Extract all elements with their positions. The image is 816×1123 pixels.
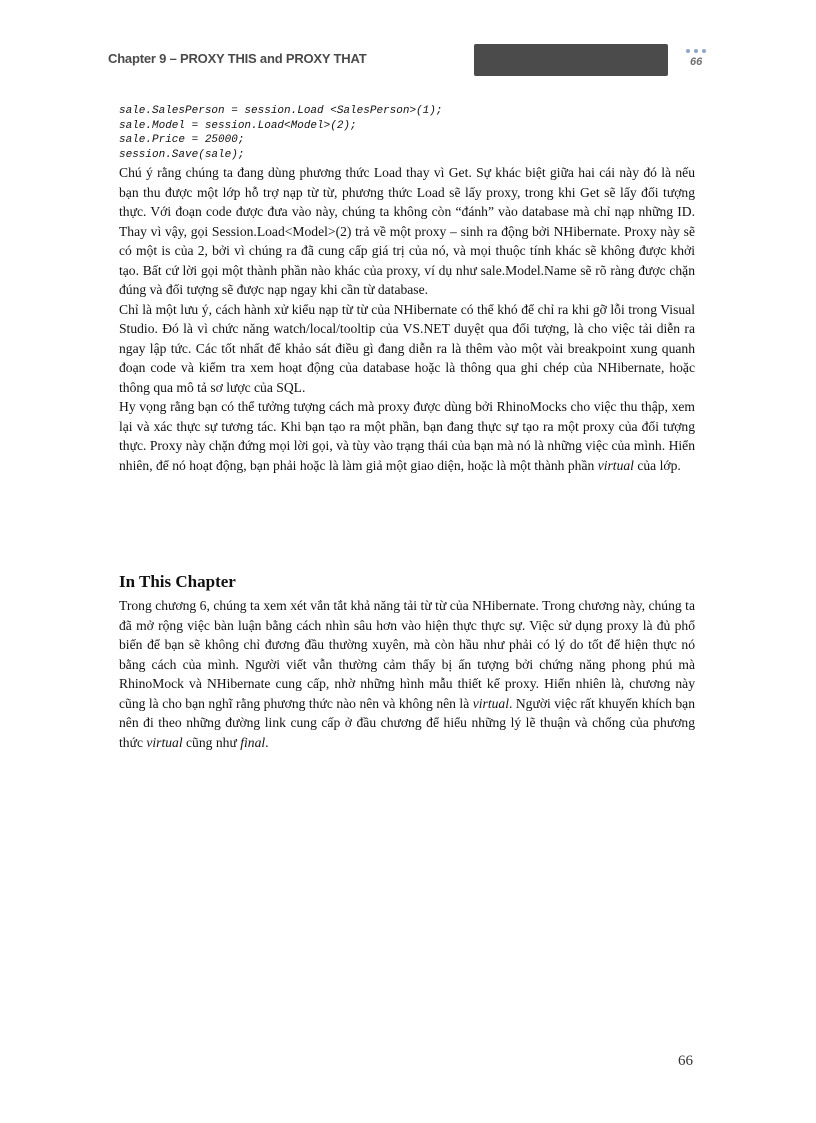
dot-icon — [694, 49, 698, 53]
emphasis: virtual — [146, 734, 183, 750]
emphasis: virtual — [597, 457, 634, 473]
chapter-title: Chapter 9 – PROXY THIS and PROXY THAT — [108, 51, 367, 66]
emphasis: virtual — [472, 695, 509, 711]
code-line: session.Save(sale); — [119, 148, 245, 161]
code-line: sale.SalesPerson = session.Load <SalesPerson>(1); — [119, 105, 443, 117]
text-span: Trong chương 6, chúng ta xem xét vắn tắt khả năng tải từ từ của NHibernate. Trong chương này, chúng ta đã mở rộng việc bàn luận bằng cách nhìn sâu hơn vào hiện thực thực sự. Việc sử dụng proxy là đủ phổ biến để bạn sẽ không chỉ đương đầu thường xuyên, mà còn hầu như phải có lý do tốt để hiện thực nó bằng cách của mình. Người viết vẫn thường cảm thấy bị ấn tượng bởi chứng năng phong phú mà RhinoMock và NHibernate cung cấp, nhờ những hình mẫu thiết kế proxy. Hiển nhiên là, chương này cũng là cho bạn nghĩ rằng phương thức nào nên và không nên là — [119, 598, 695, 711]
section-body-text — [119, 596, 695, 752]
decorative-dots-icon — [686, 49, 714, 55]
paragraph: Chỉ là một lưu ý, cách hành xử kiểu nạp từ từ của NHibernate có thể khó để chỉ ra khi gỡ lỗi trong Visual Studio. Đó là vì chức năng watch/local/tooltip của VS.NET duyệt qua đối tượng, là cho việc tải diễn ra ngay lập tức. Các tốt nhất để khảo sát điều gì đang diễn ra là thêm vào một vài breakpoint xung quanh đoạn code và kiểm tra xem hoạt động của database hoặc là thông qua ghi chép của NHibernate, hoặc thông qua mô tả sơ lược của SQL. — [119, 301, 695, 395]
paragraph — [119, 397, 695, 475]
paragraph — [119, 596, 695, 752]
dot-icon — [702, 49, 706, 53]
text-span: cũng như — [182, 734, 241, 750]
text-span: . Người việc rất khuyến khích bạn nên đi theo những đường link cung cấp ở đầu chương để hiểu những lý lẽ thuận và chống của phương thức — [119, 695, 695, 750]
dot-icon — [686, 49, 690, 53]
emphasis: final — [240, 734, 266, 750]
code-line: sale.Model = session.Load<Model>(2); — [119, 119, 357, 132]
header-page-number: 66 — [690, 56, 703, 68]
text-span: . — [265, 734, 269, 750]
code-line: sale.Price = 25000; — [119, 134, 245, 146]
section-heading: In This Chapter — [119, 572, 236, 591]
body-text — [119, 163, 695, 475]
header-bar — [474, 44, 668, 76]
paragraph: Chú ý rằng chúng ta đang dùng phương thức Load thay vì Get. Sự khác biệt giữa hai cái này đó là nếu bạn thu được một lớp hỗ trợ nạp từ từ, phương thức Load sẽ lấy proxy, trong khi Get sẽ lấy đối tượng thực. Với đoạn code được đưa vào này, chúng ta không còn “đánh” vào database mà chỉ nạp những ID. Thay vì vậy, gọi Session.Load<Model>(2) trả về một proxy – sinh ra động bởi NHibernate. Proxy này sẽ có một is của 2, bởi vì chúng ra đã cung cấp giá trị của nó, và mọi thuộc tính khác sẽ không được khởi tạo. Bất cứ lời gọi một thành phần nào khác của proxy, ví dụ như sale.Model.Name sẽ rõ ràng được chặn đúng và đối tượng sẽ được nạp ngay khi cần từ database. — [119, 165, 695, 297]
text-span: Hy vọng rằng bạn có thể tưởng tượng cách mà proxy được dùng bởi RhinoMocks cho việc thu thập, xem lại và xác thực sự tương tác. Khi bạn tạo ra một phần, bạn đang thực sự tạo ra một proxy của đối tượng thực. Proxy này chặn đứng mọi lời gọi, và tùy vào trạng thái của bạn mà nó là những việc của mình. Hiển nhiên, để nó hoạt động, bạn phải hoặc là làm giả một giao diện, hoặc là một thành phần — [119, 399, 695, 473]
footer-page-number: 66 — [678, 1053, 693, 1069]
code-block — [119, 104, 599, 162]
text-span: của lớp. — [633, 457, 681, 473]
